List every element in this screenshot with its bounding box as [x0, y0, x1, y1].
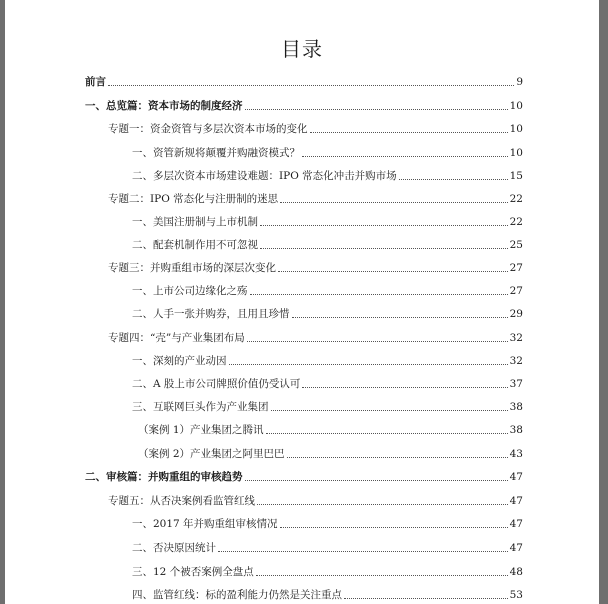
toc-entry-page: 27: [509, 262, 523, 274]
toc-entry-label: 专题三：并购重组市场的深层次变化: [108, 262, 276, 274]
toc-entry[interactable]: [85, 469, 523, 485]
toc-entry[interactable]: [85, 98, 523, 114]
dot-leader: [250, 294, 508, 295]
dot-leader: [292, 317, 508, 318]
toc-entry-page: 32: [509, 355, 523, 367]
toc-entry[interactable]: [132, 168, 523, 184]
toc-entry-page: 22: [509, 193, 523, 205]
toc-entry[interactable]: [108, 191, 523, 207]
toc-entry-label: 一、深刻的产业动因: [132, 355, 227, 367]
toc-entry-label: 四、监管红线：标的盈利能力仍然是关注重点: [132, 589, 342, 601]
document-page: [5, 0, 599, 604]
toc-entry-label: 专题一：资金资管与多层次资本市场的变化: [108, 123, 308, 135]
toc-entry[interactable]: [138, 446, 523, 462]
toc-entry-label: 二、人手一张并购券，且用且珍惜: [132, 308, 290, 320]
toc-entry-page: 10: [509, 123, 523, 135]
toc-entry-label: 二、A 股上市公司牌照价值仍受认可: [132, 378, 301, 390]
toc-entry-label: 一、美国注册制与上市机制: [132, 216, 258, 228]
toc-entry-label: （案例 1）产业集团之腾讯: [138, 424, 264, 436]
toc-entry-page: 47: [509, 542, 523, 554]
toc-entry-page: 47: [509, 495, 523, 507]
dot-leader: [266, 433, 508, 434]
dot-leader: [287, 457, 508, 458]
toc-entry-label: 专题四：“壳”与产业集团布局: [108, 332, 245, 344]
dot-leader: [108, 85, 514, 86]
dot-leader: [278, 271, 508, 272]
toc-entry-page: 48: [509, 566, 523, 578]
toc-entry-page: 10: [509, 147, 523, 159]
toc-entry-page: 27: [509, 285, 523, 297]
toc-entry-label: 一、总览篇：资本市场的制度经济: [85, 100, 243, 112]
toc-entry[interactable]: [132, 399, 523, 415]
toc-entry-label: （案例 2）产业集团之阿里巴巴: [138, 448, 285, 460]
dot-leader: [302, 156, 508, 157]
dot-leader: [310, 132, 508, 133]
toc-entry-label: 一、上市公司边缘化之殇: [132, 285, 248, 297]
toc-entry[interactable]: [132, 306, 523, 322]
dot-leader: [344, 598, 508, 599]
dot-leader: [399, 179, 508, 180]
toc-entry-page: 29: [509, 308, 523, 320]
toc-entry[interactable]: [132, 376, 523, 392]
toc-entry-label: 二、配套机制作用不可忽视: [132, 239, 258, 251]
toc-entry-page: 38: [509, 424, 523, 436]
toc-entry-label: 前言: [85, 76, 106, 88]
toc-entry[interactable]: [132, 540, 523, 556]
toc-entry[interactable]: [132, 145, 523, 161]
toc-entry-label: 专题二：IPO 常态化与注册制的迷思: [108, 193, 279, 205]
dot-leader: [218, 551, 508, 552]
toc-entry[interactable]: [132, 214, 523, 230]
dot-leader: [256, 575, 508, 576]
toc-entry-page: 53: [509, 589, 523, 601]
toc-entry-label: 一、资管新规将颠覆并购融资模式？: [132, 147, 300, 159]
dot-leader: [229, 364, 508, 365]
toc-entry-label: 三、12 个被否案例全盘点: [132, 566, 254, 578]
toc-entry-page: 15: [509, 170, 523, 182]
toc-entry-page: 47: [509, 471, 523, 483]
toc-entry[interactable]: [132, 516, 523, 532]
toc-entry-label: 三、互联网巨头作为产业集团: [132, 401, 269, 413]
toc-entry[interactable]: [132, 587, 523, 603]
toc-entry-page: 38: [509, 401, 523, 413]
toc-entry-page: 37: [509, 378, 523, 390]
toc-entry-page: 22: [509, 216, 523, 228]
dot-leader: [280, 202, 507, 203]
toc-entry-page: 9: [516, 76, 523, 88]
page-title: 目录: [281, 37, 323, 61]
toc-entry-page: 32: [509, 332, 523, 344]
dot-leader: [257, 504, 508, 505]
toc-entry-page: 43: [509, 448, 523, 460]
dot-leader: [260, 225, 508, 226]
dot-leader: [271, 410, 508, 411]
dot-leader: [302, 387, 507, 388]
dot-leader: [260, 248, 508, 249]
toc-entry[interactable]: [132, 283, 523, 299]
toc-entry-label: 二、否决原因统计: [132, 542, 216, 554]
toc-entry[interactable]: [108, 330, 523, 346]
toc-entry-label: 一、2017 年并购重组审核情况: [132, 518, 278, 530]
dot-leader: [245, 109, 508, 110]
toc-entry-page: 25: [509, 239, 523, 251]
toc-entry[interactable]: [108, 493, 523, 509]
dot-leader: [280, 527, 508, 528]
toc-entry[interactable]: [85, 74, 523, 90]
toc-entry[interactable]: [132, 237, 523, 253]
dot-leader: [245, 480, 508, 481]
toc-entry-label: 专题五：从否决案例看监管红线: [108, 495, 255, 507]
toc-entry-label: 二、审核篇：并购重组的审核趋势: [85, 471, 243, 483]
toc-entry[interactable]: [108, 260, 523, 276]
toc-entry[interactable]: [132, 564, 523, 580]
toc-entry[interactable]: [108, 121, 523, 137]
toc-entry-page: 47: [509, 518, 523, 530]
dot-leader: [247, 341, 508, 342]
toc-entry-page: 10: [509, 100, 523, 112]
toc-entry[interactable]: [138, 422, 523, 438]
toc-entry-label: 二、多层次资本市场建设难题：IPO 常态化冲击并购市场: [132, 170, 397, 182]
toc-entry[interactable]: [132, 353, 523, 369]
